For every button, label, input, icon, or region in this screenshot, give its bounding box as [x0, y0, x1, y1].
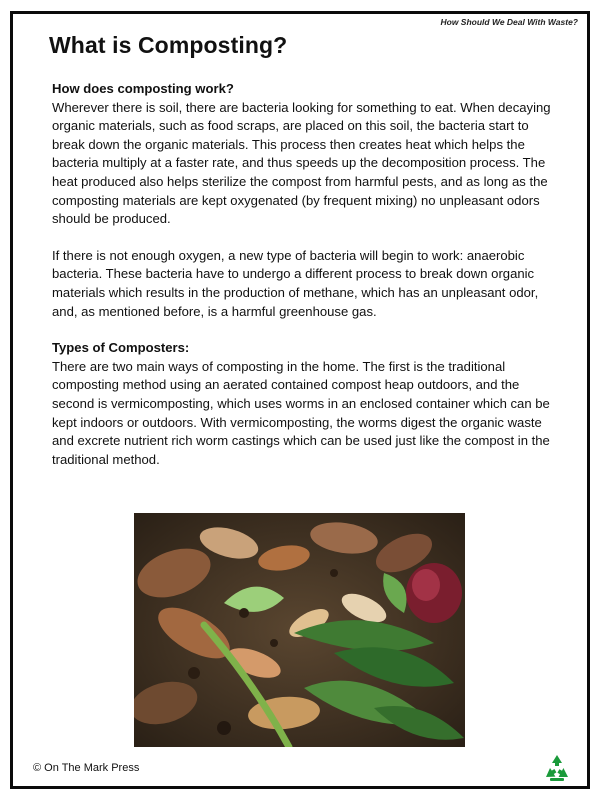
paragraph: There are two main ways of composting in the home. The first is the traditional composting method using an aerated contained compost heap outdoors, and the second is vermicomposting, which uses worms in an enclosed container which can be kept indoors or outdoors. With vermicomposting, the worms digest the organic waste and excrete nutrient rich worm castings which can be used just like the compost in the traditional method.	[52, 358, 550, 467]
paragraph: Wherever there is soil, there are bacteria looking for something to eat. When decaying organic materials, such as food scraps, are placed on this soil, the bacteria start to break down the organic materials. This process then creates heat which helps the bacteria multiply at a faster rate, and thus speeds up the decomposition process. The heat produced also helps sterilize the compost from harmful pests, and as long as the composting materials are kept oxygenated (by frequent mixing) no unpleasant odors should be produced.	[52, 99, 551, 227]
section-how-composting-works	[52, 80, 552, 321]
copyright-notice: © On The Mark Press	[33, 762, 140, 774]
section-heading: How does composting work?	[52, 81, 234, 96]
section-types-of-composters	[52, 339, 552, 469]
compost-heap-photo	[134, 513, 465, 747]
paragraph: If there is not enough oxygen, a new type of bacteria will begin to work: anaerobic bacteria. These bacteria have to undergo a different process to break down organic materials which results in the production of methane, which has an unpleasant odor, and, as mentioned before, is a harmful greenhouse gas.	[52, 247, 539, 319]
recycle-icon	[541, 752, 573, 784]
page-title: What is Composting?	[49, 32, 288, 58]
series-title: How Should We Deal With Waste?	[440, 17, 578, 27]
article-body	[52, 80, 552, 487]
section-heading: Types of Composters:	[52, 340, 190, 356]
